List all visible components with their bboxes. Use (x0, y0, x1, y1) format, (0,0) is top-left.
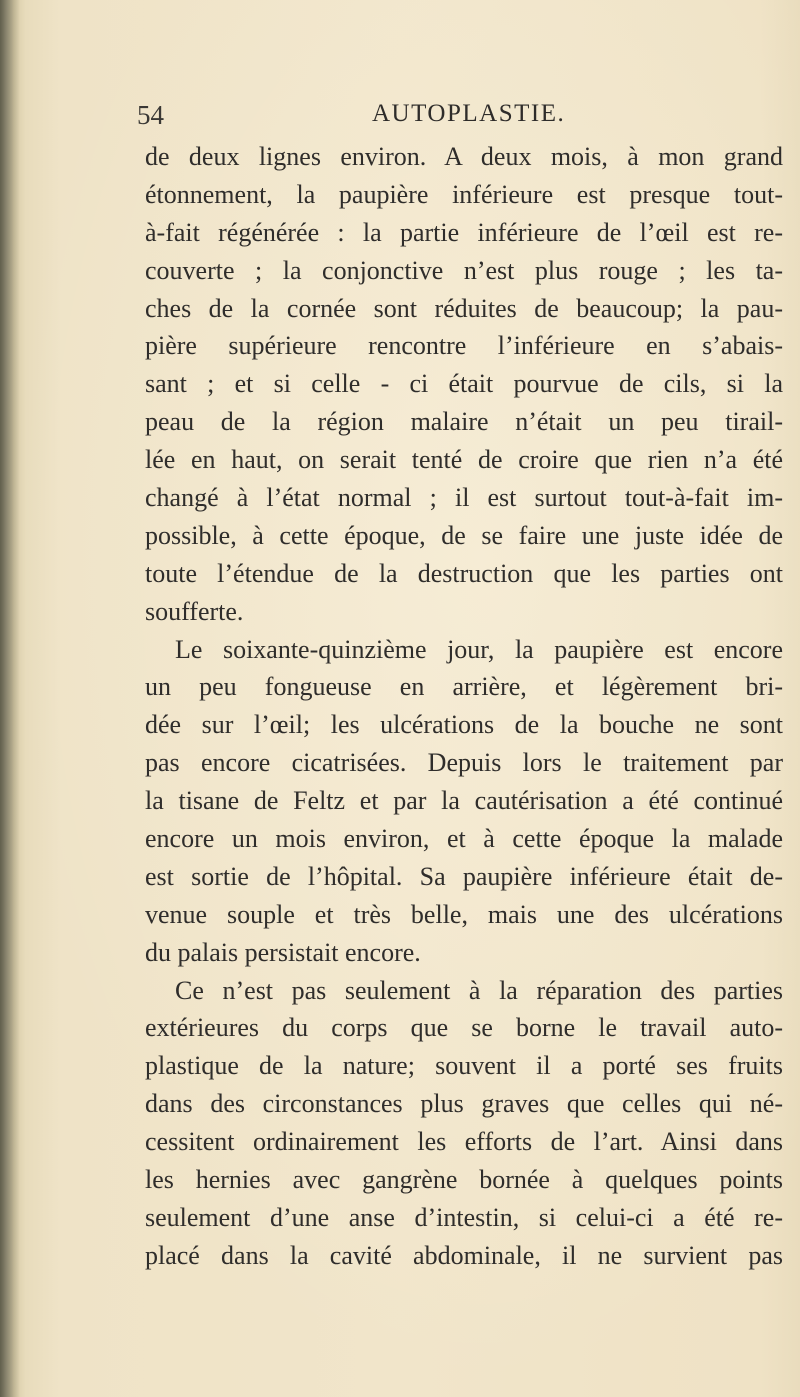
text-line: dans des circonstances plus graves que celles qui né- (145, 1089, 783, 1119)
text-line: étonnement, la paupière inférieure est presque tout- (145, 179, 783, 209)
text-line: est sortie de l’hôpital. Sa paupière inférieure était de- (145, 861, 783, 891)
text-line: pière supérieure rencontre l’inférieure en s’abais- (145, 331, 783, 361)
text-line: seulement d’une anse d’intestin, si celui-ci a été re- (145, 1202, 783, 1232)
text-line: pas encore cicatrisées. Depuis lors le traitement par (145, 748, 783, 778)
text-line: du palais persistait encore. (145, 937, 421, 967)
text-line: de deux lignes environ. A deux mois, à mon grand (145, 142, 783, 171)
text-line: la tisane de Feltz et par la cautérisation a été continué (145, 786, 783, 816)
text-line: placé dans la cavité abdominale, il ne survient pas (145, 1240, 783, 1270)
text-line: soufferte. (145, 596, 244, 626)
text-line: encore un mois environ, et à cette époque la malade (145, 824, 783, 854)
page-binding-shadow (0, 0, 20, 1397)
text-line: les hernies avec gangrène bornée à quelques points (145, 1165, 783, 1195)
text-line: à-fait régénérée : la partie inférieure de l’œil est re- (145, 217, 783, 247)
text-line: toute l’étendue de la destruction que les parties ont (145, 558, 783, 588)
text-line: un peu fongueuse en arrière, et légèrement bri- (145, 672, 783, 702)
page-number: 54 (137, 100, 164, 130)
running-title: AUTOPLASTIE. (372, 100, 566, 127)
text-line: lée en haut, on serait tenté de croire que rien n’a été (145, 445, 783, 475)
text-line: dée sur l’œil; les ulcérations de la bouche ne sont (145, 710, 783, 740)
text-line: possible, à cette époque, de se faire une juste idée de (145, 520, 783, 550)
text-line: Ce n’est pas seulement à la réparation des parties (175, 975, 783, 1005)
text-line: venue souple et très belle, mais une des ulcérations (145, 899, 783, 929)
text-line: plastique de la nature; souvent il a porté ses fruits (145, 1051, 783, 1081)
page-header (137, 100, 637, 136)
text-line: extérieures du corps que se borne le travail auto- (145, 1013, 783, 1043)
text-line: peau de la région malaire n’était un peu tirail- (145, 407, 783, 437)
text-line: Le soixante-quinzième jour, la paupière est encore (175, 634, 783, 664)
text-line: ches de la cornée sont réduites de beaucoup; la pau- (145, 293, 783, 323)
text-line: cessitent ordinairement les efforts de l’art. Ainsi dans (145, 1127, 783, 1157)
text-line: changé à l’état normal ; il est surtout tout-à-fait im- (145, 483, 783, 513)
body-text (145, 138, 783, 1275)
text-line: couverte ; la conjonctive n’est plus rouge ; les ta- (145, 255, 783, 285)
text-line: sant ; et si celle - ci était pourvue de cils, si la (145, 369, 783, 399)
